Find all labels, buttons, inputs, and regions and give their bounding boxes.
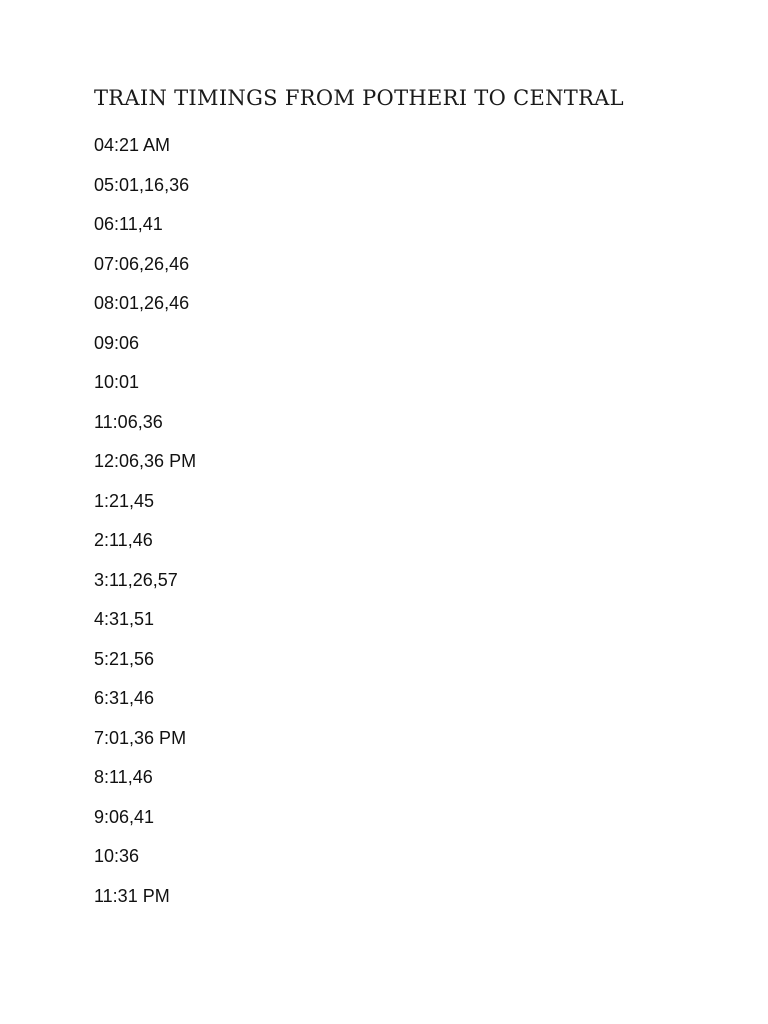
timing-row: 8:11,46 [94, 767, 153, 787]
timing-row: 07:06,26,46 [94, 253, 190, 274]
timing-row: 2:11,46 [94, 530, 153, 550]
timing-row: 06:11,41 [94, 214, 163, 234]
timing-row: 10:01 [94, 372, 140, 392]
timing-row: 10:36 [94, 846, 140, 866]
timing-row: 7:01,36 PM [94, 727, 187, 748]
timing-row: 11:06,36 [94, 411, 163, 432]
timing-row: 08:01,26,46 [94, 293, 190, 313]
page-title: TRAIN TIMINGS FROM POTHERI TO CENTRAL [94, 86, 624, 110]
timing-row: 11:31 PM [94, 885, 170, 906]
timing-row: 1:21,45 [94, 490, 155, 511]
timing-row: 09:06 [94, 332, 140, 353]
timing-row: 4:31,51 [94, 609, 155, 629]
timing-row: 6:31,46 [94, 688, 155, 708]
timing-row: 12:06,36 PM [94, 451, 197, 471]
timing-row: 9:06,41 [94, 806, 155, 827]
timing-row: 04:21 AM [94, 135, 171, 155]
timing-row: 5:21,56 [94, 648, 155, 669]
timings-list [94, 134, 196, 924]
timing-row: 3:11,26,57 [94, 569, 178, 590]
timing-row: 05:01,16,36 [94, 174, 190, 195]
